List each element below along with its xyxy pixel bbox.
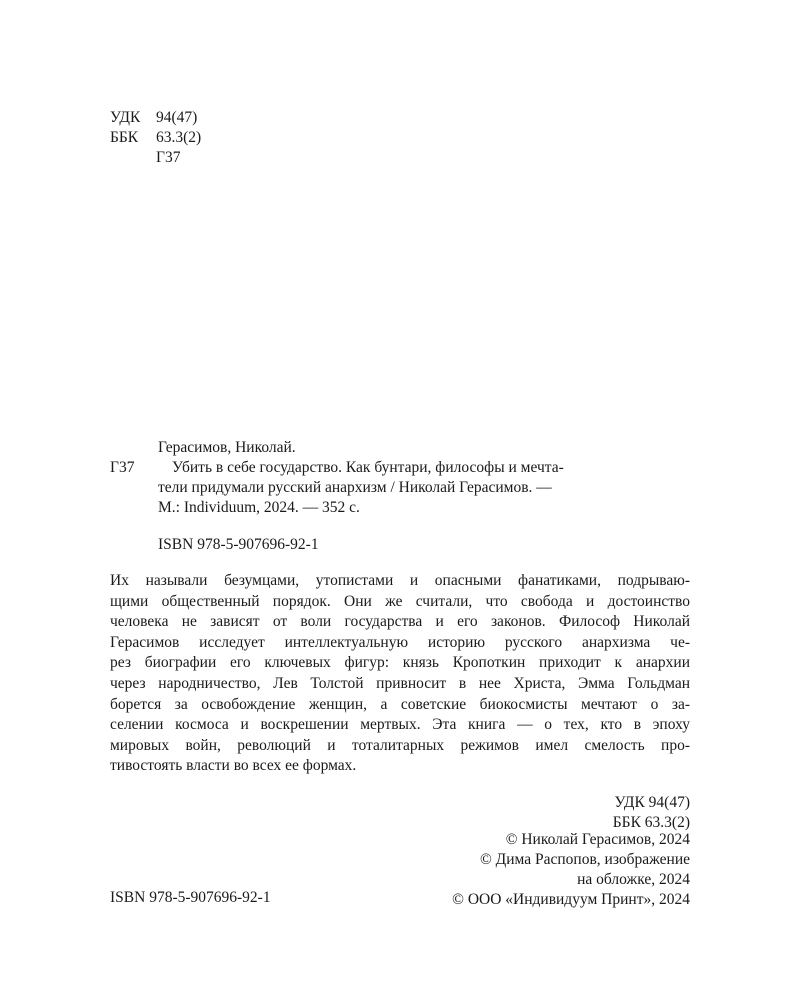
abstract-line: селении космоса и воскрешении мертвых. Эта книга — о тех, кто в эпоху [110,716,690,734]
bbk-row [110,128,201,148]
abstract-line: рез биографии его ключевых фигур: князь Кропоткин приходит к анархии [110,654,690,672]
isbn-footer: ISBN 978-5-907696-92-1 [110,889,271,906]
abstract-line: тивостоять власти во всех ее формах. [110,757,357,775]
catalog-title-line-1: Убить в себе государство. Как бунтари, философы и мечта- [172,459,564,476]
abstract-line: Герасимов исследует интеллектуальную историю русского анархизма че- [110,633,690,651]
udk-footer: УДК 94(47) [614,794,690,811]
author-mark-row [110,148,201,168]
udk-value: 94(47) [156,109,198,126]
catalog-isbn: ISBN 978-5-907696-92-1 [158,536,319,553]
copyright-cover-line-2: на обложке, 2024 [577,871,690,888]
catalog-record [110,438,700,555]
copyright-publisher: © ООО «Индивидуум Принт», 2024 [452,891,690,908]
catalog-publication: М.: Individuum, 2024. — 352 с. [158,499,360,516]
abstract-line: Их называли безумцами, утопистами и опасными фанатиками, подрываю- [110,572,690,589]
classification-footer [613,793,690,833]
abstract-line: мировых войн, революций и тоталитарных режимов имел смелость про- [110,736,690,754]
copyright-cover-line-1: © Дима Распопов, изображение [480,851,690,868]
bbk-value: 63.3(2) [156,129,202,146]
classification-header [110,108,201,168]
author-mark: Г37 [156,149,181,166]
catalog-mark: Г37 [110,459,135,476]
catalog-author: Герасимов, Николай. [158,439,296,456]
abstract-line: через народничество, Лев Толстой привносит в нее Христа, Эмма Гольдман [110,674,690,692]
bbk-label: ББК [110,129,139,146]
udk-row [110,108,201,128]
abstract-line: щими общественный порядок. Они же считали, что свобода и достоинство [110,592,690,610]
copyright-block [452,830,690,910]
bbk-footer: ББК 63.3(2) [612,814,690,831]
book-abstract [110,571,690,777]
udk-label: УДК [110,109,141,126]
copyright-author: © Николай Герасимов, 2024 [505,831,690,848]
catalog-title-line-2: тели придумали русский анархизм / Николай Герасимов. — [158,479,552,496]
abstract-line: человека не зависят от воли государства и его законов. Философ Николай [110,613,690,631]
abstract-line: борется за освобождение женщин, а советские биокосмисты мечтают о за- [110,695,690,713]
